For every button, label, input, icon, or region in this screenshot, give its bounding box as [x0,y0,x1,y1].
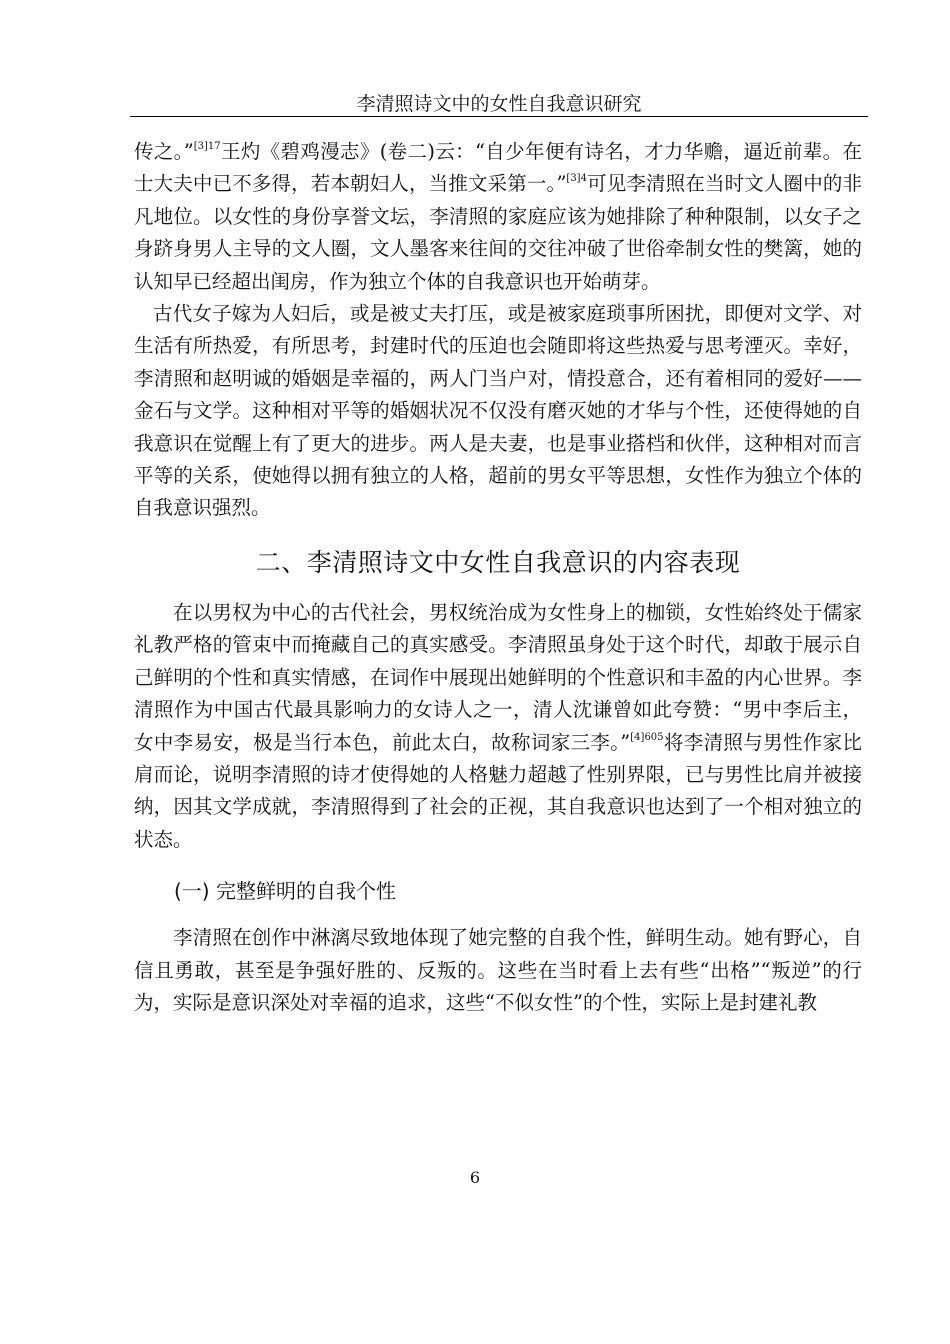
paragraph-3-text-a: 在以男权为中心的古代社会，男权统治成为女性身上的枷锁，女性始终处于儒家礼教严格的管束中而掩藏自己的真实感受。李清照虽身处于这个时代，却敢于展示自己鲜明的个性和真实情感，在词作中展现出她鲜明的个性意识和丰盈的内心世界。李清照作为中国古代最具影响力的女诗人之一，清人沈谦曾如此夸赞：“男中李后主，女中李易安，极是当行本色，前此太白，故称词家三李。” [134,600,862,754]
paragraph-1-text-a: 传之。” [134,140,194,163]
citation-ref: [4]605 [630,731,664,743]
citation-ref: [3]4 [566,173,587,185]
paragraph-1-text-b: 王灼《碧鸡漫志》(卷二)云：“自少年便有诗名，才力华赡，逼近前辈。在士大夫中已不多得，若本朝妇人，当推文采第一。” [134,140,862,196]
paragraph-2: 古代女子嫁为人妇后，或是被丈夫打压，或是被家庭琐事所困扰，即便对文学、对生活有所热爱，有所思考，封建时代的压迫也会随即将这些热爱与思考湮灭。幸好，李清照和赵明诚的婚姻是幸福的，两人门当户对，情投意合，还有着相同的爱好——金石与文学。这种相对平等的婚姻状况不仅没有磨灭她的才华与个性，还使得她的自我意识在觉醒上有了更大的进步。两人是夫妻，也是事业搭档和伙伴，这种相对而言平等的关系，使她得以拥有独立的人格，超前的男女平等思想，女性作为独立个体的自我意识强烈。 [134,302,862,520]
citation-ref: [3]17 [193,141,221,152]
subsection-heading: (一) 完整鲜明的自我个性 [174,879,396,904]
page-body [134,136,862,1019]
paragraph-1-text-c: 可见李清照在当时文人圈中的非凡地位。以女性的身份享誉文坛，李清照的家庭应该为她排除了种种限制，以女子之身跻身男人主导的文人圈，文人墨客来往间的交往冲破了世俗牵制女性的樊篱，她的认知早已经超出闺房，作为独立个体的自我意识也开始萌芽。 [134,172,862,293]
paragraph-4: 李清照在创作中淋漓尽致地体现了她完整的自我个性，鲜明生动。她有野心，自信且勇敢，甚至是争强好胜的、反叛的。这些在当时看上去有些“出格”“叛逆”的行为，实际是意识深处对幸福的追求，这些“不似女性”的个性，实际上是封建礼教 [134,926,862,1014]
paragraph-3 [134,597,862,856]
section-heading: 二、李清照诗文中女性自我意识的内容表现 [255,547,741,577]
paragraph-1 [134,136,862,298]
running-header: 李清照诗文中的女性自我意识研究 [356,93,642,115]
header-rule [130,116,868,117]
page-number: 6 [469,1168,481,1187]
paragraph-3-text-b: 将李清照与男性作家比肩而论，说明李清照的诗才使得她的人格魅力超越了性别界限，已与男性比肩并被接纳，因其文学成就，李清照得到了社会的正视，其自我意识也达到了一个相对独立的状态。 [134,730,862,851]
